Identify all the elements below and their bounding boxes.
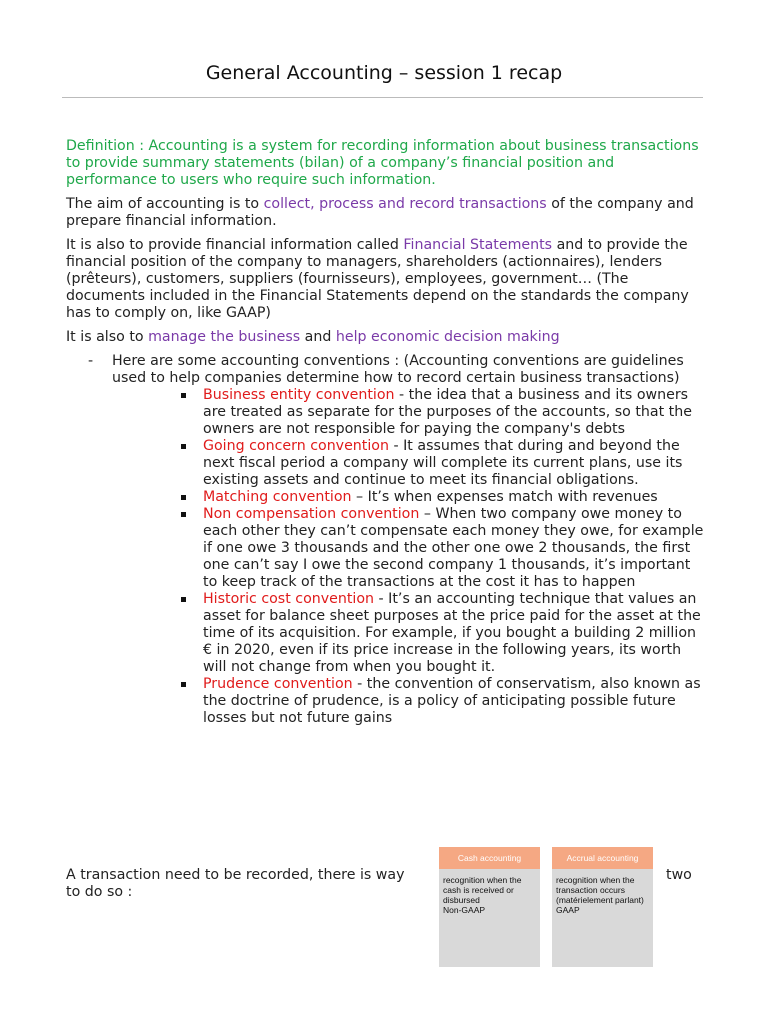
square-bullet-icon [181, 682, 186, 687]
accrual-accounting-box [552, 847, 653, 967]
convention-text: – When two company owe money to each other they can’t compensate each money they owe, for example if one owe 3 thousands and the other one owe 2 thousands, the first one can’t say I owe the second company 1 thousands, it’s important to keep track of the transactions at the cost it has to happen [203, 506, 704, 590]
manage-text-mid: and [300, 329, 336, 345]
aim-text-before: The aim of accounting is to [66, 196, 264, 212]
fs-text-after: and to provide the financial position of the company to managers, shareholders (actionnaires), lenders (prêteurs), customers, suppliers (fournisseurs), employees, government… (The documents included in the Financial Statements depend on the standards the company has to comply on, like GAAP) [66, 237, 689, 321]
convention-name: Going concern convention [203, 438, 389, 454]
accrual-accounting-desc: recognition when the transaction occurs (matérielement parlant) [556, 875, 644, 905]
manage-highlight-2: help economic decision making [335, 329, 560, 345]
cash-accounting-tag: Non-GAAP [443, 905, 486, 915]
square-bullet-icon [181, 444, 186, 449]
financial-statements-paragraph [66, 237, 706, 322]
manage-paragraph [66, 329, 706, 346]
manage-text-before: It is also to [66, 329, 149, 345]
list-item [203, 438, 706, 489]
list-item [203, 387, 706, 438]
cash-accounting-box [439, 847, 540, 967]
manage-highlight-1: manage the business [148, 329, 301, 345]
dash-bullet: - [88, 353, 94, 369]
accrual-accounting-tag: GAAP [556, 905, 580, 915]
definition-paragraph: Definition : Accounting is a system for recording information about business transactions to provide summary statements (bilan) of a company’s financial position and performance to users who require such information. [66, 138, 699, 188]
square-bullet-icon [181, 597, 186, 602]
list-item [203, 489, 706, 506]
conventions-intro-text: Here are some accounting conventions : (Accounting conventions are guidelines used to help companies determine how to record certain business transactions) [112, 353, 684, 386]
convention-text: - It’s an accounting technique that values an asset for balance sheet purposes at the price paid for the asset at the time of its acquisition. For example, if you bought a building 2 million € in 2020, even if its price increase in the following years, its worth will not change from when you bought it. [203, 591, 701, 675]
list-item [203, 591, 706, 676]
document-body [66, 138, 706, 727]
transaction-two: two [666, 867, 692, 883]
square-bullet-icon [181, 393, 186, 398]
convention-name: Prudence convention [203, 676, 353, 692]
cash-accounting-header: Cash accounting [439, 847, 540, 869]
convention-name: Business entity convention [203, 387, 395, 403]
aim-text-after: of the company and prepare financial information. [66, 196, 694, 229]
convention-text: - It assumes that during and beyond the next fiscal period a company will complete its current plans, use its existing assets and continue to meet its financial obligations. [203, 438, 683, 488]
transaction-text: A transaction need to be recorded, there is way to do so : [66, 867, 405, 900]
convention-text: - the idea that a business and its owners are treated as separate for the purposes of the accounts, so that the owners are not responsible for paying the company's debts [203, 387, 692, 437]
convention-text: - the convention of conservatism, also known as the doctrine of prudence, is a policy of anticipating possible future losses but not future gains [203, 676, 701, 726]
square-bullet-icon [181, 495, 186, 500]
convention-name: Matching convention [203, 489, 352, 505]
convention-text: – It’s when expenses match with revenues [351, 489, 658, 505]
accrual-accounting-header: Accrual accounting [552, 847, 653, 869]
cash-accounting-body [439, 869, 540, 967]
aim-paragraph [66, 196, 706, 230]
cash-accounting-desc: recognition when the cash is received or disbursed [443, 875, 522, 905]
page-title: General Accounting – session 1 recap [205, 62, 563, 84]
conventions-intro [66, 353, 706, 387]
fs-text-before: It is also to provide financial information called [66, 237, 404, 253]
convention-name: Non compensation convention [203, 506, 420, 522]
aim-highlight: collect, process and record transactions [263, 196, 547, 212]
title-divider [62, 97, 703, 98]
list-item [203, 676, 706, 727]
conventions-list [66, 387, 706, 727]
square-bullet-icon [181, 512, 186, 517]
list-item [203, 506, 706, 591]
fs-highlight: Financial Statements [403, 237, 553, 253]
accrual-accounting-body [552, 869, 653, 967]
convention-name: Historic cost convention [203, 591, 375, 607]
